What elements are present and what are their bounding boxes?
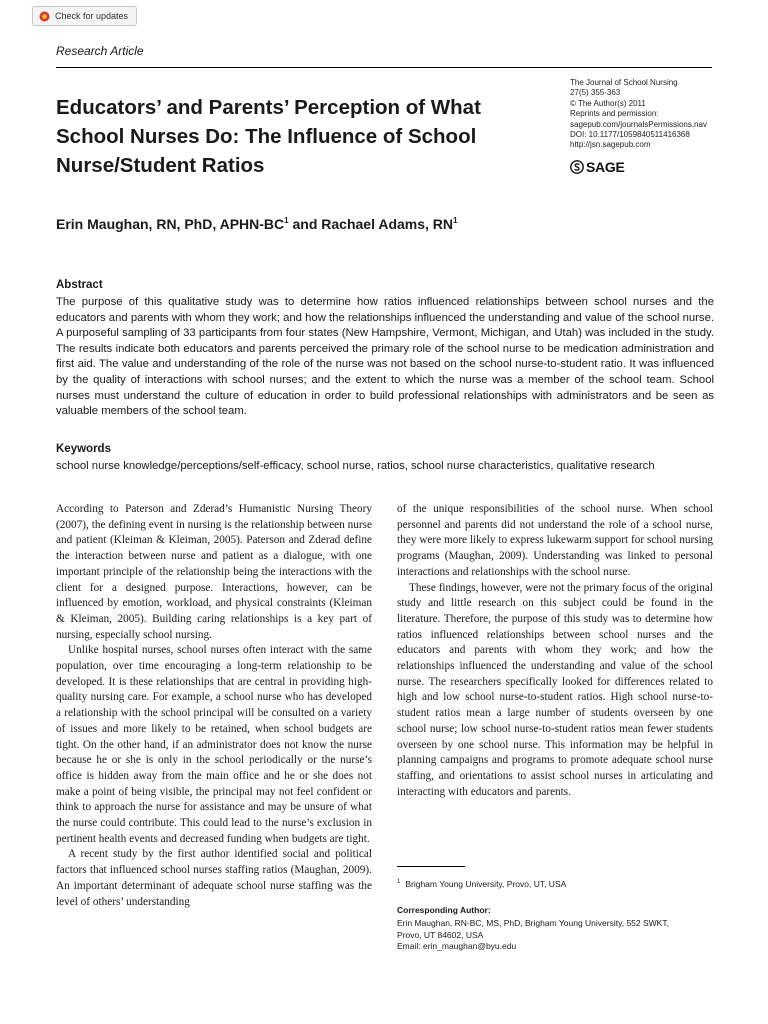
article-title: Educators’ and Parents’ Perception of What School Nurses Do: The Influence of School Nurse/Student Ratios [56, 96, 481, 177]
journal-url[interactable]: http://jsn.sagepub.com [570, 140, 651, 150]
journal-copyright: © The Author(s) 2011 [570, 98, 646, 108]
body-paragraph: These findings, however, were not the primary focus of the original study and little research on this subject could be found in the literature. Therefore, the purpose of this study was to determine how ratios influenced relationships between school nurses and the educators and parents with whom they work; and how the relationships influenced the understanding and value of the school nurse. The researchers specifically looked for differences related to high and low school nurse-to-student ratios. High school nurse-to-student ratios mean a large number of students overseen by one school nurse; low school nurse-to-student ratios mean fewer students overseen by one school nurse. This information may be helpful in planning campaigns and programs to promote adequate school nurse staffing, and orientations to assist school nurses in articulating and interacting with educators and parents. [397, 581, 713, 798]
affiliation-footnote [397, 879, 566, 889]
journal-doi[interactable]: DOI: 10.1177/1059840511416368 [570, 130, 690, 140]
sage-logo-icon [570, 160, 584, 174]
keywords-text: school nurse knowledge/perceptions/self-efficacy, school nurse, ratios, school nurse characteristics, qualitative research [56, 460, 655, 472]
body-column-right [397, 502, 713, 800]
sage-logo [570, 159, 624, 175]
author-2-affiliation-mark: 1 [453, 216, 458, 225]
corresponding-author-city: Provo, UT 84602, USA [397, 929, 484, 940]
author-1: Erin Maughan, RN, PhD, APHN-BC [56, 216, 285, 232]
corresponding-author-heading: Corresponding Author: [397, 905, 491, 915]
journal-reprints: Reprints and permission: [570, 109, 659, 119]
journal-volume: 27(5) 355-363 [570, 88, 621, 98]
author-2: Rachael Adams, RN [321, 216, 454, 232]
check-for-updates-badge[interactable] [32, 6, 137, 26]
affiliation-mark: 1 [397, 879, 401, 885]
body-column-left [56, 502, 372, 910]
abstract-heading: Abstract [56, 279, 103, 291]
body-paragraph: According to Paterson and Zderad’s Humanistic Nursing Theory (2007), the defining event in nursing is the relationship between nurse and patient (Kleiman & Kleiman, 2005). Paterson and Zderad define the interaction between nurse and patient as a dialogue, with one important principle of the relationship being the interactions with the client for a designed purpose. Interactions, however, can be influenced by emotion, workload, and physical constraints (Kleiman & Kleiman, 2005). Building caring relationships is a key part of nursing, especially school nursing. [56, 503, 372, 641]
body-paragraph: A recent study by the first author identified social and political factors that influenced school nurses staffing ratios (Maughan, 2009). An important determinant of adequate school nurse staffing was the level of others’ understanding [56, 848, 372, 908]
footnote-rule [397, 866, 465, 867]
keywords-heading: Keywords [56, 443, 111, 455]
sage-logo-text: SAGE [586, 159, 625, 175]
author-1-affiliation-mark: 1 [284, 216, 289, 225]
affiliation-text: Brigham Young University, Provo, UT, USA [405, 879, 567, 889]
body-paragraph: Unlike hospital nurses, school nurses often interact with the same population, over time encouraging a long-term relationship to be developed. It is these relationships that are central in providing high-quality nursing care. For example, a school nurse who has developed a relationship with the school principal will be consulted on a variety of issues and more likely to be retained, when school budgets are tight. On the other hand, if an administrator does not know the nurse because he or she is only in the school periodically or the nurse’s office is hidden away from the main office and he or she does not make a point of being visible, the principal may not feel confident or think to approach the nurse for assistance and may be unsure of what the nurse could contribute. This could lead to the nurse’s exclusion in pertinent health events and decreased funding when budgets are tight. [56, 644, 372, 845]
journal-info [570, 78, 745, 151]
corresponding-author-address: Erin Maughan, RN-BC, MS, PhD, Brigham Young University, 552 SWKT, [397, 918, 669, 928]
author-connector: and [288, 216, 322, 232]
body-paragraph-continued: of the unique responsibilities of the school nurse. When school personnel and parents did not understand the role of a school nurse, they were more likely to express lukewarm support for school nursing programs (Maughan, 2009). Understanding was linked to personal interactions and relationships with the school nurse. [397, 503, 713, 578]
corresponding-author-details [397, 918, 727, 953]
abstract-text: The purpose of this qualitative study was to determine how ratios influenced relationships between school nurses and the educators and parents with whom they work; and how the relationships influenced the understanding and value of the school nurse. A purposeful sampling of 33 participants from four states (New Hampshire, Vermont, Michigan, and Utah) was included in the study. The results indicate both educators and parents perceived the primary role of the school nurse to be medication administration and first aid. The value and understanding of the role of the nurse was not based on the school nurse-to-student ratio. It was influenced by the quality of interactions with school nurses; and the extent to which the nurse was a member of the school team. School nurses must understand the culture of education in order to build professional relationships with administrators and be seen as valuable members of the school team. [56, 296, 714, 418]
corresponding-author-email[interactable]: Email: erin_maughan@byu.edu [397, 941, 517, 952]
journal-permissions-link[interactable]: sagepub.com/journalsPermissions.nav [570, 119, 707, 129]
article-type: Research Article [56, 44, 144, 58]
header-rule [56, 67, 712, 68]
journal-name: The Journal of School Nursing [570, 78, 678, 87]
author-list [56, 216, 457, 232]
check-for-updates-icon [39, 11, 50, 22]
check-for-updates-label: Check for updates [55, 11, 129, 21]
